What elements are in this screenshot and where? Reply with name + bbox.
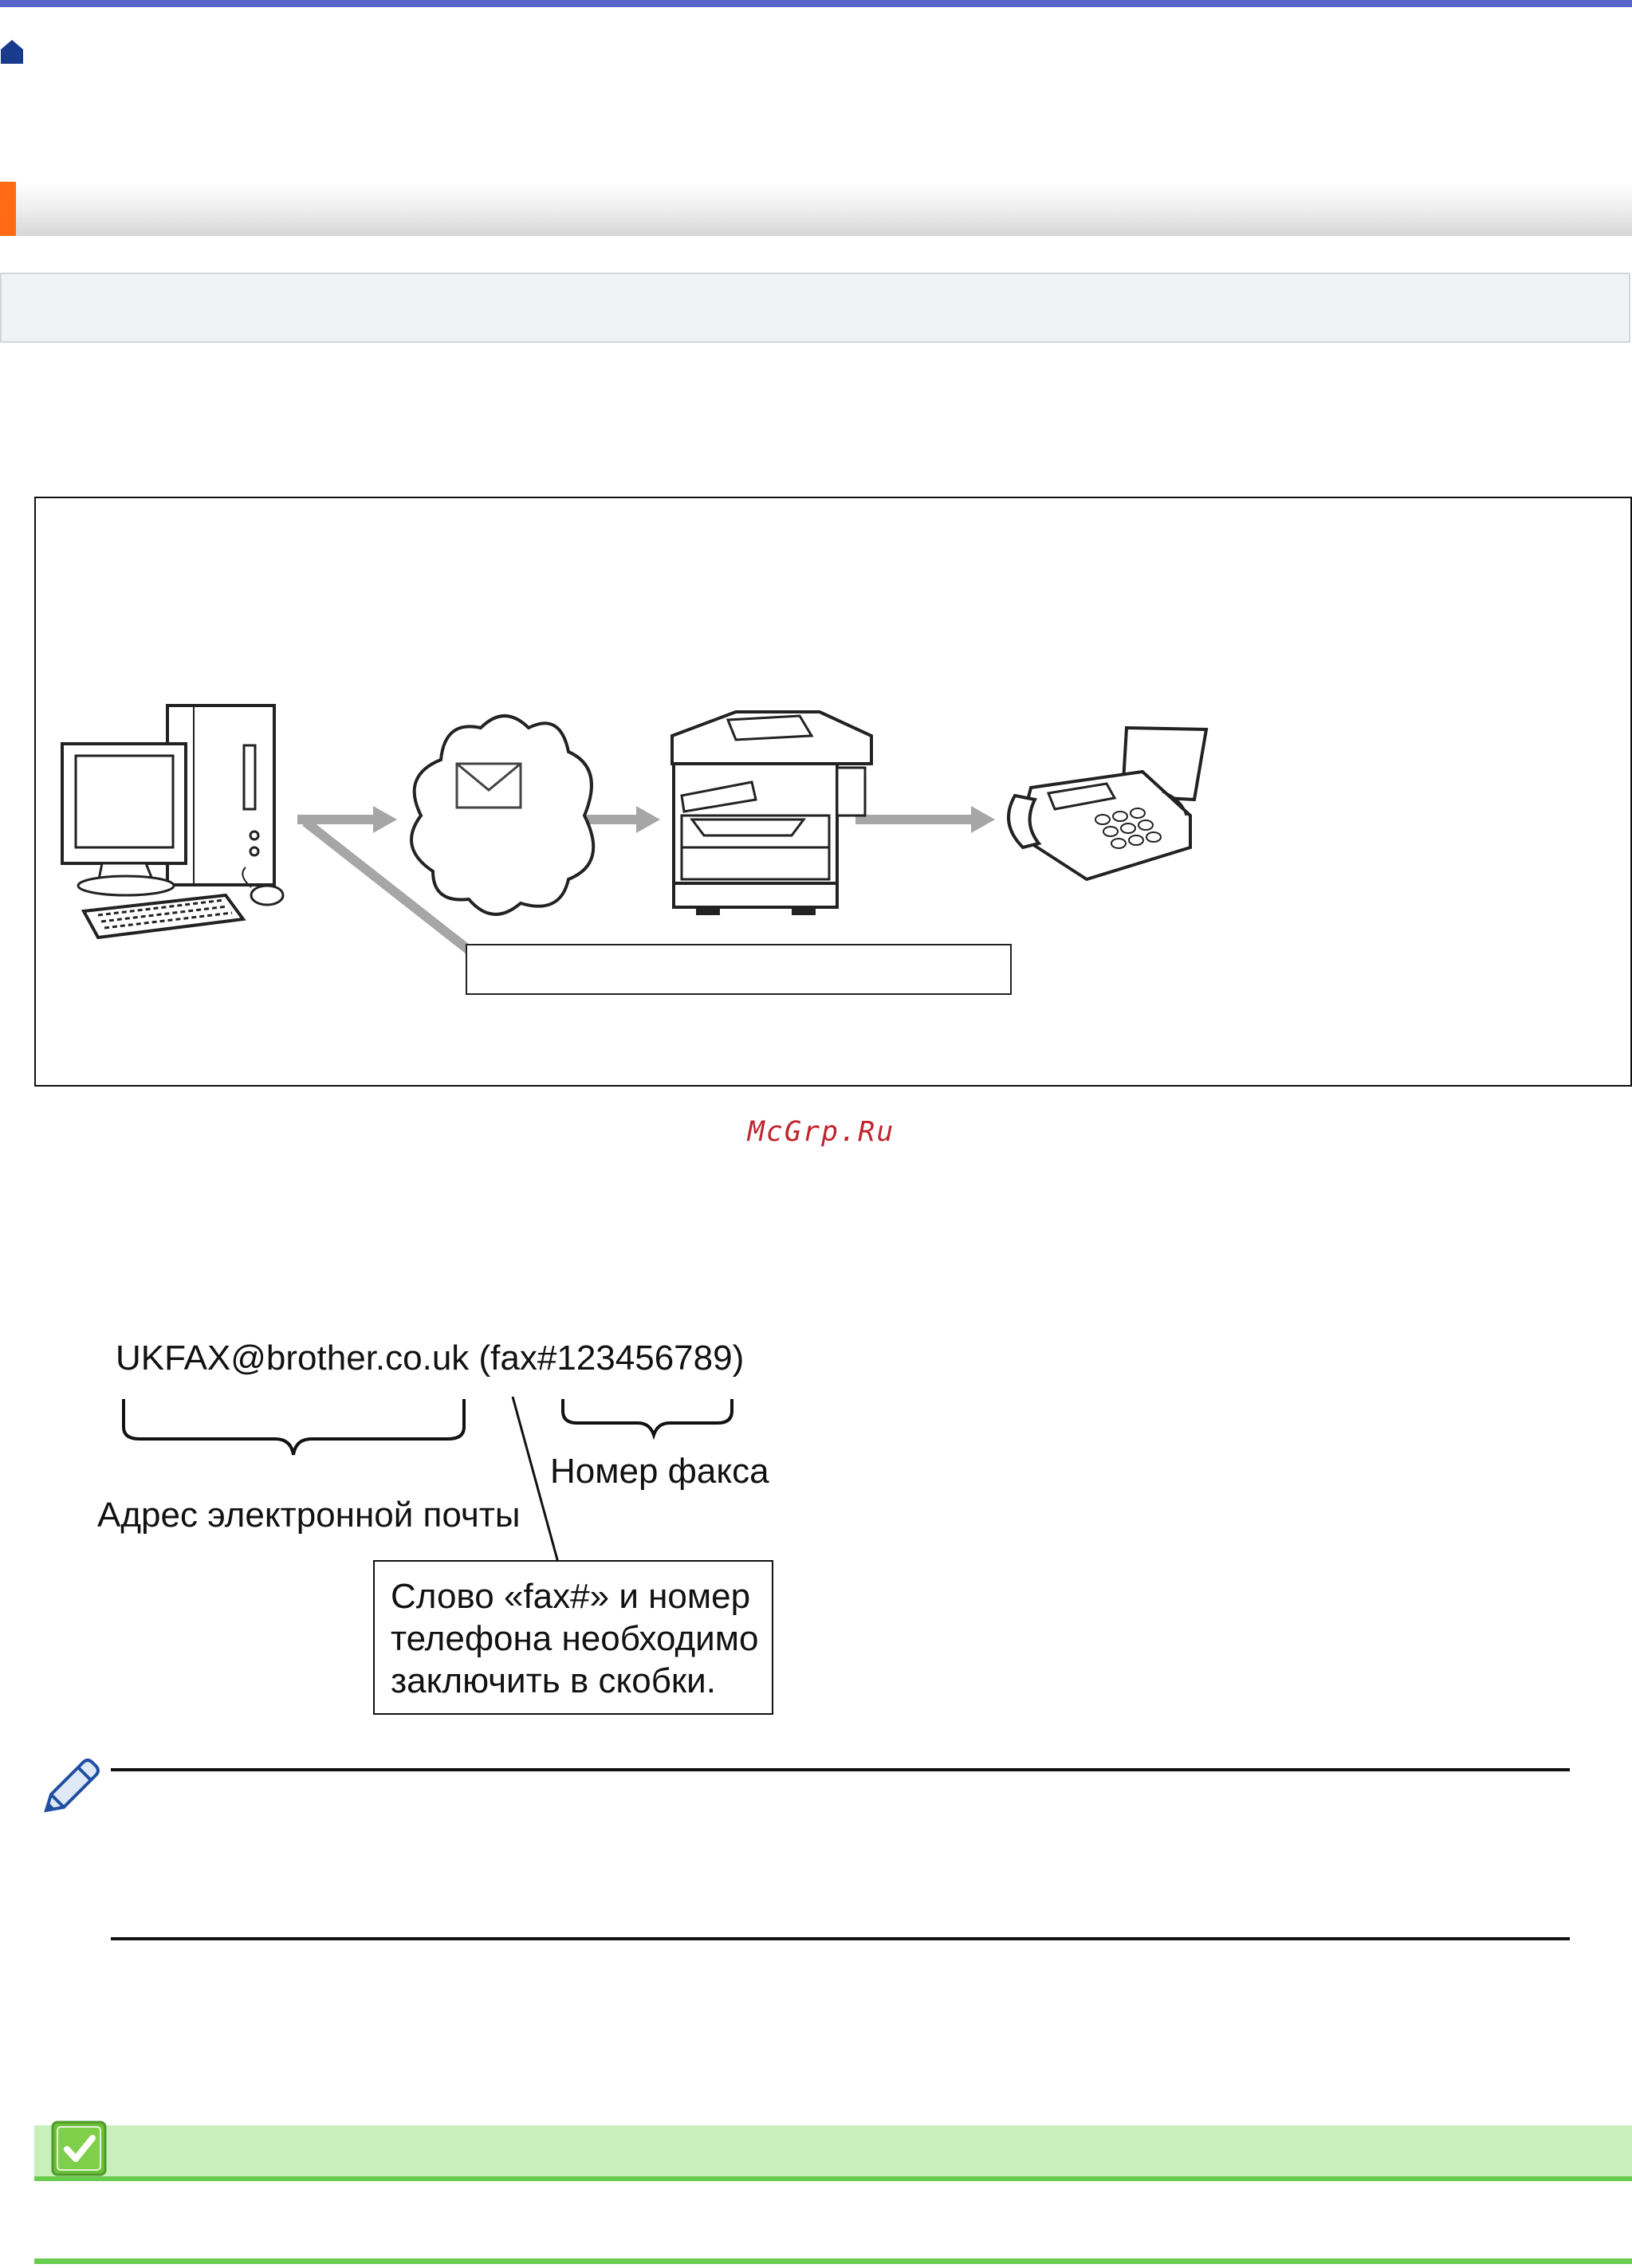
- section-header-accent: [0, 182, 16, 236]
- pencil-note-icon: [38, 1756, 102, 1820]
- email-brace: [124, 1399, 464, 1455]
- top-bar: [0, 0, 1632, 7]
- section-header: [0, 182, 1632, 236]
- email-address-label: Адрес электронной почты: [97, 1496, 521, 1535]
- multifunction-printer-icon: [672, 712, 871, 915]
- note-line-2: телефона необходимо: [391, 1619, 759, 1658]
- diagram-label-box: [466, 945, 1011, 994]
- fax-number-brace: [563, 1399, 732, 1435]
- home-icon[interactable]: [0, 38, 24, 65]
- cloud-email-icon: [411, 716, 593, 914]
- note-line-3: заключить в скобки.: [391, 1661, 716, 1700]
- address-example-text: UKFAX@brother.co.uk (fax#123456789): [116, 1338, 745, 1378]
- info-box: [0, 273, 1630, 343]
- note-top-rule: [111, 1768, 1570, 1771]
- watermark: McGrp.Ru: [747, 1116, 895, 1148]
- fax-number-label: Номер факса: [550, 1452, 769, 1491]
- computer-icon: [62, 706, 283, 937]
- note-bottom-rule: [111, 1937, 1570, 1940]
- related-information-bar: [34, 2125, 1632, 2181]
- fax-machine-icon: [1009, 728, 1206, 879]
- bottom-rule: [34, 2258, 1632, 2264]
- note-line-1: Слово «fax#» и номер: [391, 1577, 751, 1616]
- flow-arrows: [297, 806, 995, 833]
- fax-address-diagram: [0, 1323, 797, 1738]
- internet-fax-diagram: [34, 497, 1632, 1087]
- checkmark-icon: [51, 2121, 107, 2176]
